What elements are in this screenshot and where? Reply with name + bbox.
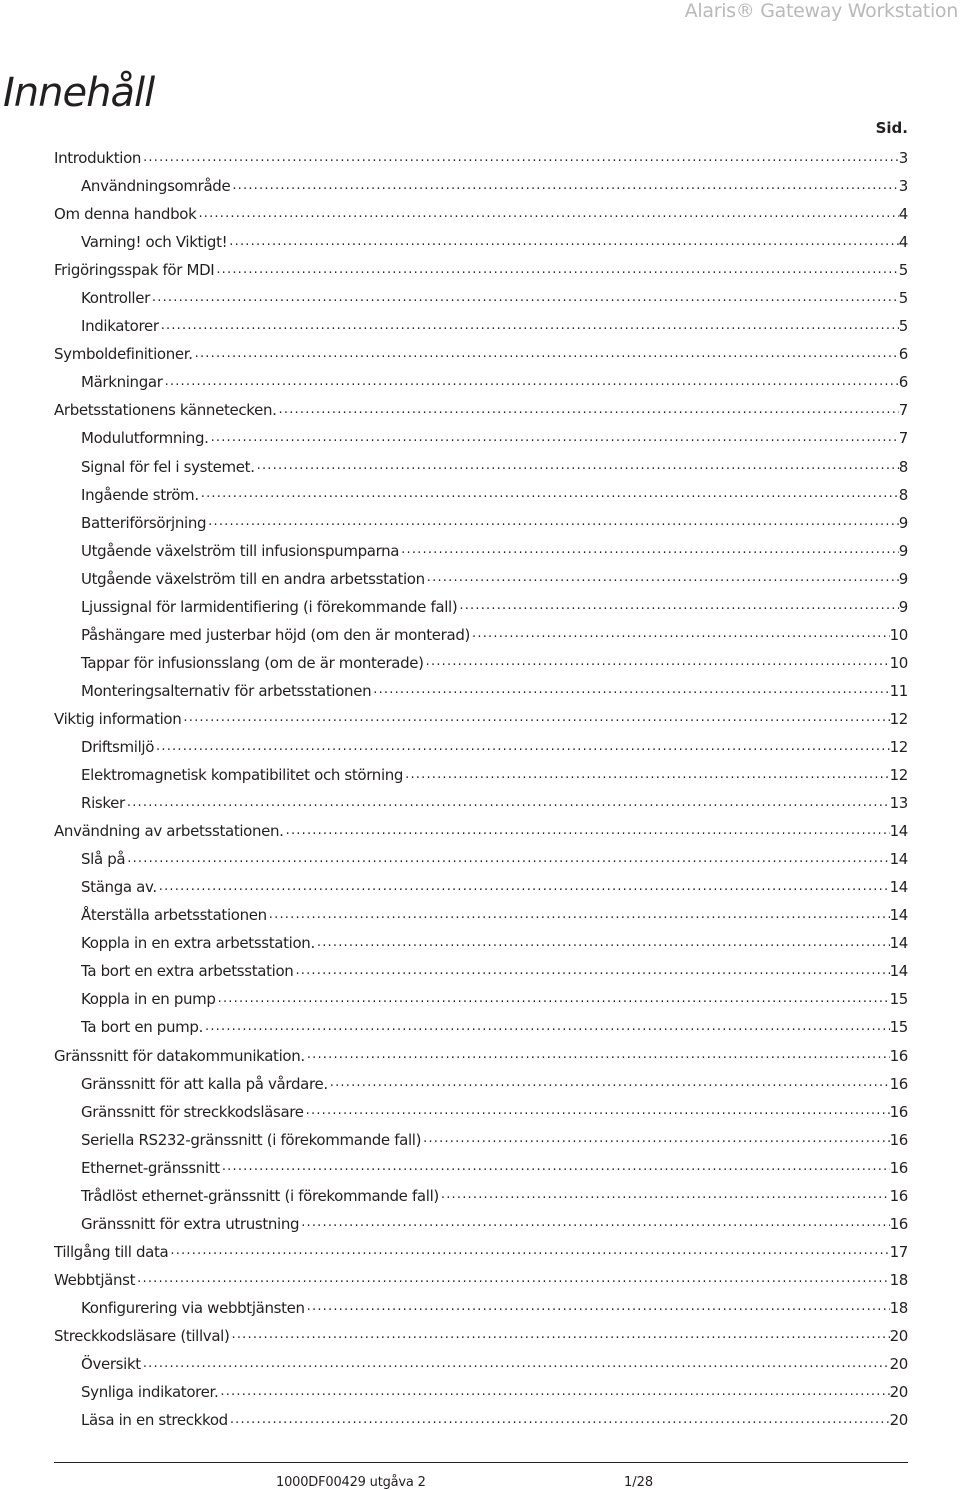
toc-entry-page: 10 bbox=[889, 625, 908, 644]
toc-entry-title: Webbtjänst bbox=[54, 1270, 136, 1289]
toc-entry-page: 7 bbox=[898, 401, 908, 420]
toc-entry-title: Ta bort en pump. bbox=[81, 1018, 203, 1037]
toc-entry[interactable] bbox=[54, 789, 908, 817]
toc-dot-leader bbox=[470, 626, 890, 641]
toc-dot-leader bbox=[299, 1215, 889, 1230]
toc-entry-title: Stänga av. bbox=[81, 878, 157, 897]
toc-dot-leader bbox=[315, 935, 890, 950]
toc-entry-page: 5 bbox=[898, 289, 908, 308]
toc-dot-leader bbox=[196, 206, 898, 221]
toc-entry[interactable] bbox=[54, 957, 908, 985]
toc-dot-leader bbox=[141, 150, 899, 165]
toc-entry[interactable] bbox=[54, 537, 908, 565]
toc-entry[interactable] bbox=[54, 200, 908, 228]
toc-entry-title: Slå på bbox=[81, 850, 126, 869]
toc-entry[interactable] bbox=[54, 1406, 908, 1434]
toc-entry-page: 14 bbox=[889, 850, 908, 869]
toc-dot-leader bbox=[163, 374, 899, 389]
toc-dot-leader bbox=[255, 458, 899, 473]
toc-dot-leader bbox=[218, 1384, 889, 1399]
toc-entry-title: Modulutformning. bbox=[81, 429, 209, 448]
toc-entry-page: 12 bbox=[889, 766, 908, 785]
toc-entry[interactable] bbox=[54, 340, 908, 368]
toc-dot-leader bbox=[304, 1103, 890, 1118]
table-of-contents bbox=[54, 144, 908, 1434]
toc-entry-page: 16 bbox=[889, 1186, 908, 1205]
toc-entry-title: Konfigurering via webbtjänsten bbox=[81, 1298, 305, 1317]
toc-entry-page: 18 bbox=[889, 1298, 908, 1317]
toc-dot-leader bbox=[193, 346, 899, 361]
toc-entry-page: 16 bbox=[889, 1102, 908, 1121]
toc-dot-leader bbox=[150, 290, 899, 305]
toc-dot-leader bbox=[457, 598, 898, 613]
footer-page-number: 1/28 bbox=[624, 1475, 654, 1490]
toc-dot-leader bbox=[305, 1047, 890, 1062]
toc-entry-page: 9 bbox=[898, 513, 908, 532]
toc-entry-page: 20 bbox=[889, 1326, 908, 1345]
toc-entry[interactable] bbox=[54, 621, 908, 649]
toc-entry-page: 4 bbox=[898, 205, 908, 224]
toc-entry-page: 10 bbox=[889, 653, 908, 672]
toc-entry[interactable] bbox=[54, 985, 908, 1013]
toc-dot-leader bbox=[159, 318, 899, 333]
toc-entry[interactable] bbox=[54, 649, 908, 677]
toc-entry-title: Koppla in en pump bbox=[81, 990, 216, 1009]
toc-dot-leader bbox=[421, 1131, 890, 1146]
toc-entry-page: 20 bbox=[889, 1383, 908, 1402]
running-header: Alaris® Gateway Workstation bbox=[684, 0, 958, 22]
toc-dot-leader bbox=[284, 823, 890, 838]
toc-dot-leader bbox=[228, 1412, 890, 1427]
toc-entry[interactable] bbox=[54, 565, 908, 593]
toc-entry[interactable] bbox=[54, 929, 908, 957]
toc-entry-title: Symboldefinitioner. bbox=[54, 345, 193, 364]
toc-dot-leader bbox=[230, 1327, 890, 1342]
toc-entry[interactable] bbox=[54, 1210, 908, 1238]
toc-entry[interactable] bbox=[54, 1322, 908, 1350]
toc-entry-title: Återställa arbetsstationen bbox=[81, 906, 267, 925]
toc-entry[interactable] bbox=[54, 509, 908, 537]
toc-dot-leader bbox=[403, 767, 890, 782]
toc-entry-title: Seriella RS232-gränssnitt (i förekommande fall) bbox=[81, 1130, 422, 1149]
toc-dot-leader bbox=[125, 795, 890, 810]
toc-entry-page: 13 bbox=[889, 794, 908, 813]
toc-entry-page: 17 bbox=[889, 1242, 908, 1261]
toc-entry-page: 14 bbox=[889, 878, 908, 897]
toc-entry-title: Synliga indikatorer. bbox=[81, 1383, 219, 1402]
toc-entry[interactable] bbox=[54, 873, 908, 901]
toc-entry-page: 12 bbox=[889, 709, 908, 728]
toc-entry-page: 16 bbox=[889, 1214, 908, 1233]
footer-document-id: 1000DF00429 utgåva 2 bbox=[276, 1475, 426, 1490]
toc-entry-page: 5 bbox=[898, 317, 908, 336]
toc-entry[interactable] bbox=[54, 256, 908, 284]
toc-entry-page: 6 bbox=[898, 373, 908, 392]
toc-entry-page: 16 bbox=[889, 1074, 908, 1093]
toc-entry[interactable] bbox=[54, 453, 908, 481]
toc-entry-title: Utgående växelström till en andra arbetsstation bbox=[81, 569, 425, 588]
toc-entry[interactable] bbox=[54, 481, 908, 509]
toc-entry-title: Risker bbox=[81, 794, 125, 813]
toc-dot-leader bbox=[227, 234, 899, 249]
toc-entry-title: Märkningar bbox=[81, 373, 163, 392]
page-column-header: Sid. bbox=[875, 119, 908, 137]
toc-dot-leader bbox=[154, 739, 890, 754]
toc-entry-page: 5 bbox=[898, 261, 908, 280]
toc-dot-leader bbox=[305, 1299, 890, 1314]
toc-entry[interactable] bbox=[54, 1013, 908, 1041]
toc-entry[interactable] bbox=[54, 1098, 908, 1126]
toc-entry-title: Signal för fel i systemet. bbox=[81, 457, 255, 476]
toc-dot-leader bbox=[371, 682, 889, 697]
toc-dot-leader bbox=[135, 1271, 889, 1286]
toc-entry-page: 9 bbox=[898, 597, 908, 616]
toc-entry[interactable] bbox=[54, 1378, 908, 1406]
toc-entry-title: Ljussignal för larmidentifiering (i förekommande fall) bbox=[81, 597, 458, 616]
toc-dot-leader bbox=[181, 710, 889, 725]
toc-entry-title: Varning! och Viktigt! bbox=[81, 233, 228, 252]
toc-entry-title: Batteriförsörjning bbox=[81, 513, 207, 532]
toc-dot-leader bbox=[220, 1159, 890, 1174]
toc-entry-page: 14 bbox=[889, 934, 908, 953]
toc-entry[interactable] bbox=[54, 228, 908, 256]
toc-dot-leader bbox=[168, 1243, 889, 1258]
toc-dot-leader bbox=[141, 1356, 890, 1371]
toc-entry-title: Trådlöst ethernet-gränssnitt (i förekommande fall) bbox=[81, 1186, 439, 1205]
toc-entry-title: Ingående ström. bbox=[81, 485, 199, 504]
toc-entry-title: Påshängare med justerbar höjd (om den är monterad) bbox=[81, 625, 471, 644]
toc-entry-page: 14 bbox=[889, 962, 908, 981]
toc-dot-leader bbox=[439, 1187, 890, 1202]
toc-entry-title: Gränssnitt för extra utrustning bbox=[81, 1214, 300, 1233]
toc-entry[interactable] bbox=[54, 1070, 908, 1098]
toc-entry-page: 9 bbox=[898, 541, 908, 560]
toc-entry-title: Koppla in en extra arbetsstation. bbox=[81, 934, 315, 953]
toc-entry-title: Gränssnitt för streckkodsläsare bbox=[81, 1102, 304, 1121]
toc-entry[interactable] bbox=[54, 677, 908, 705]
toc-entry-page: 8 bbox=[898, 485, 908, 504]
toc-entry-title: Gränssnitt för att kalla på vårdare. bbox=[81, 1074, 328, 1093]
toc-entry[interactable] bbox=[54, 705, 908, 733]
toc-entry[interactable] bbox=[54, 593, 908, 621]
toc-entry-title: Elektromagnetisk kompatibilitet och störning bbox=[81, 766, 404, 785]
toc-entry-title: Användning av arbetsstationen. bbox=[54, 822, 284, 841]
toc-entry-title: Användningsområde bbox=[81, 177, 231, 196]
toc-dot-leader bbox=[214, 262, 898, 277]
toc-entry-page: 12 bbox=[889, 738, 908, 756]
toc-dot-leader bbox=[125, 851, 889, 866]
toc-entry-page: 18 bbox=[889, 1270, 908, 1289]
toc-entry-title: Streckkodsläsare (tillval) bbox=[54, 1326, 230, 1345]
toc-entry-title: Om denna handbok bbox=[54, 205, 197, 224]
toc-entry[interactable] bbox=[54, 1350, 908, 1378]
toc-entry-title: Viktig information bbox=[54, 709, 182, 728]
toc-entry[interactable] bbox=[54, 172, 908, 200]
toc-entry-page: 7 bbox=[898, 429, 908, 448]
toc-dot-leader bbox=[203, 1019, 890, 1034]
page-title: Innehåll bbox=[3, 70, 155, 116]
toc-entry[interactable] bbox=[54, 817, 908, 845]
toc-entry[interactable] bbox=[54, 1182, 908, 1210]
toc-entry-title: Ta bort en extra arbetsstation bbox=[81, 962, 294, 981]
toc-entry-title: Tappar för infusionsslang (om de är monterade) bbox=[81, 653, 424, 672]
toc-entry-page: 3 bbox=[898, 177, 908, 196]
toc-entry[interactable] bbox=[54, 1042, 908, 1070]
toc-entry-page: 14 bbox=[889, 822, 908, 841]
toc-dot-leader bbox=[157, 879, 890, 894]
toc-dot-leader bbox=[424, 654, 890, 669]
toc-entry-page: 3 bbox=[898, 149, 908, 168]
toc-dot-leader bbox=[425, 570, 899, 585]
toc-entry[interactable] bbox=[54, 1126, 908, 1154]
toc-entry[interactable] bbox=[54, 368, 908, 396]
toc-entry[interactable] bbox=[54, 424, 908, 452]
toc-entry-page: 8 bbox=[898, 457, 908, 476]
toc-dot-leader bbox=[199, 486, 899, 501]
toc-entry[interactable] bbox=[54, 901, 908, 929]
toc-dot-leader bbox=[209, 430, 899, 445]
toc-entry-title: Arbetsstationens kännetecken. bbox=[54, 401, 277, 420]
toc-entry-page: 20 bbox=[889, 1411, 908, 1430]
toc-entry[interactable] bbox=[54, 1154, 908, 1182]
toc-entry[interactable] bbox=[54, 1238, 908, 1266]
toc-entry[interactable] bbox=[54, 761, 908, 789]
toc-dot-leader bbox=[267, 907, 890, 922]
toc-dot-leader bbox=[277, 402, 899, 417]
footer-divider bbox=[54, 1462, 908, 1463]
toc-entry-page: 15 bbox=[889, 1018, 908, 1037]
toc-dot-leader bbox=[293, 963, 889, 978]
toc-entry-title: Gränssnitt för datakommunikation. bbox=[54, 1046, 305, 1065]
toc-entry-title: Kontroller bbox=[81, 289, 150, 308]
toc-entry[interactable] bbox=[54, 733, 908, 761]
toc-entry-page: 15 bbox=[889, 990, 908, 1009]
toc-entry[interactable] bbox=[54, 1294, 908, 1322]
toc-entry[interactable] bbox=[54, 144, 908, 172]
toc-dot-leader bbox=[328, 1075, 890, 1090]
toc-dot-leader bbox=[206, 514, 899, 529]
toc-entry-page: 9 bbox=[898, 569, 908, 588]
toc-entry[interactable] bbox=[54, 284, 908, 312]
toc-entry-title: Monteringsalternativ för arbetsstationen bbox=[81, 681, 372, 700]
toc-entry-page: 16 bbox=[889, 1046, 908, 1065]
toc-entry-page: 16 bbox=[889, 1130, 908, 1149]
toc-entry-page: 16 bbox=[889, 1158, 908, 1177]
toc-entry-title: Driftsmiljö bbox=[81, 738, 155, 756]
toc-dot-leader bbox=[399, 542, 899, 557]
toc-entry-title: Läsa in en streckkod bbox=[81, 1411, 228, 1430]
toc-entry[interactable] bbox=[54, 845, 908, 873]
toc-entry-title: Utgående växelström till infusionspumparna bbox=[81, 541, 400, 560]
toc-entry[interactable] bbox=[54, 396, 908, 424]
toc-entry-page: 6 bbox=[898, 345, 908, 364]
toc-entry-page: 14 bbox=[889, 906, 908, 925]
toc-entry-page: 4 bbox=[898, 233, 908, 252]
toc-entry[interactable] bbox=[54, 1266, 908, 1294]
toc-entry-title: Tillgång till data bbox=[54, 1242, 169, 1261]
toc-dot-leader bbox=[230, 178, 898, 193]
toc-entry-title: Indikatorer bbox=[81, 317, 159, 336]
toc-entry[interactable] bbox=[54, 312, 908, 340]
toc-entry-page: 11 bbox=[889, 681, 908, 700]
toc-dot-leader bbox=[216, 991, 890, 1006]
toc-entry-title: Ethernet-gränssnitt bbox=[81, 1158, 220, 1177]
toc-entry-title: Introduktion bbox=[54, 149, 142, 168]
toc-entry-page: 20 bbox=[889, 1355, 908, 1374]
toc-entry-title: Översikt bbox=[81, 1355, 141, 1374]
toc-entry-title: Frigöringsspak för MDI bbox=[54, 261, 215, 280]
